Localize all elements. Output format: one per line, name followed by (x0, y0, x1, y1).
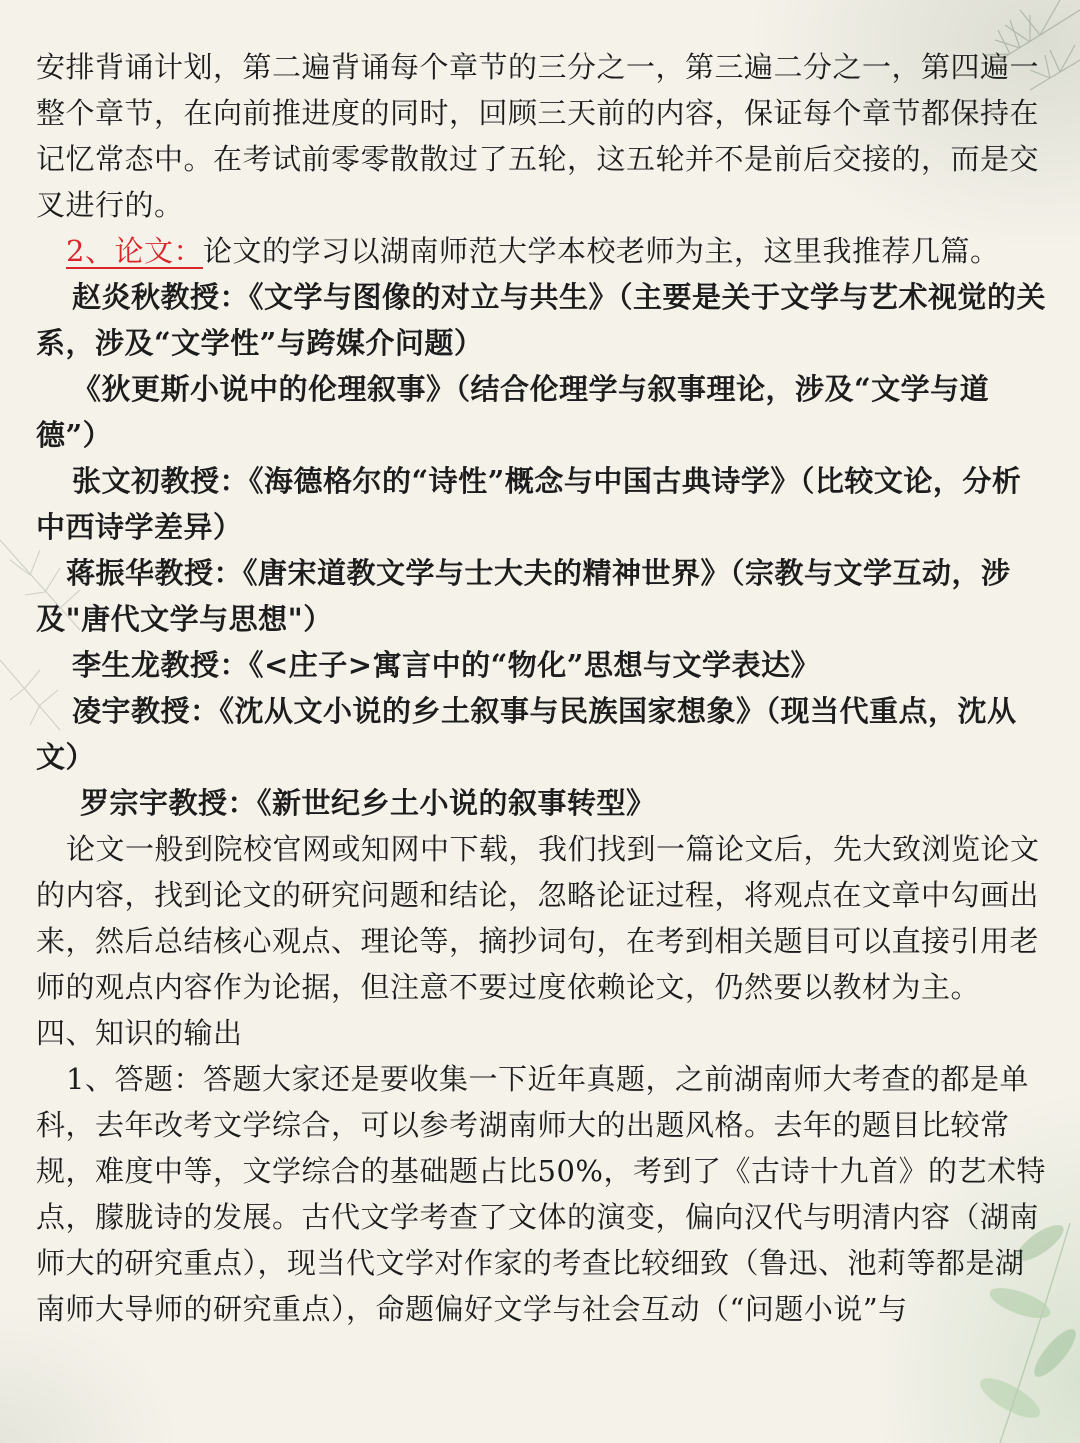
section-heading-output: 四、知识的输出 (36, 1016, 243, 1050)
paper-item-li: 李生龙教授：《<庄子>寓言中的“物化”思想与文学表达》 (72, 648, 820, 682)
article-body (36, 44, 1046, 1332)
paragraph-papers-intro (36, 228, 1046, 274)
paragraph-paper-method: 论文一般到院校官网或知网中下载，我们找到一篇论文后，先大致浏览论文的内容，找到论文的研究问题和结论，忽略论证过程，将观点在文章中勾画出来，然后总结核心观点、理论等，摘抄词句，在考到相关题目可以直接引用老师的观点内容作为论据，但注意不要过度依赖论文，仍然要以教材为主。 (36, 832, 1040, 1004)
paper-item-zhao-1: 赵炎秋教授：《文学与图像的对立与共生》（主要是关于文学与艺术视觉的关系，涉及“文学性”与跨媒介问题） (36, 280, 1047, 360)
paper-item-zhao-2: 《狄更斯小说中的伦理叙事》（结合伦理学与叙事理论，涉及“文学与道德”） (36, 372, 990, 452)
papers-intro-text: 论文的学习以湖南师范大学本校老师为主，这里我推荐几篇。 (202, 234, 1000, 268)
paragraph-answering: 1、答题：答题大家还是要收集一下近年真题，之前湖南师大考查的都是单科，去年改考文学综合，可以参考湖南师大的出题风格。去年的题目比较常规，难度中等，文学综合的基础题占比50%，考到了《古诗十九首》的艺术特点，朦胧诗的发展。古代文学考查了文体的演变，偏向汉代与明清内容（湖南师大的研究重点），现当代文学对作家的考查比较细致（鲁迅、池莉等都是湖南师大导师的研究重点），命题偏好文学与社会互动（“问题小说”与 (36, 1062, 1046, 1326)
paper-item-zhang: 张文初教授：《海德格尔的“诗性”概念与中国古典诗学》（比较文论，分析中西诗学差异） (36, 464, 1022, 544)
paper-item-ling: 凌宇教授：《沈从文小说的乡土叙事与民族国家想象》（现当代重点，沈从文） (36, 694, 1017, 774)
section-label-papers: 2、论文： (66, 234, 203, 268)
paper-item-luo: 罗宗宇教授：《新世纪乡土小说的叙事转型》 (80, 786, 656, 820)
paper-item-jiang: 蒋振华教授：《唐宋道教文学与士大夫的精神世界》（宗教与文学互动，涉及"唐代文学与思想"） (36, 556, 1011, 636)
paragraph-recitation-plan: 安排背诵计划，第二遍背诵每个章节的三分之一，第三遍二分之一，第四遍一整个章节，在向前推进度的同时，回顾三天前的内容，保证每个章节都保持在记忆常态中。在考试前零零散散过了五轮，这五轮并不是前后交接的，而是交叉进行的。 (36, 50, 1040, 222)
